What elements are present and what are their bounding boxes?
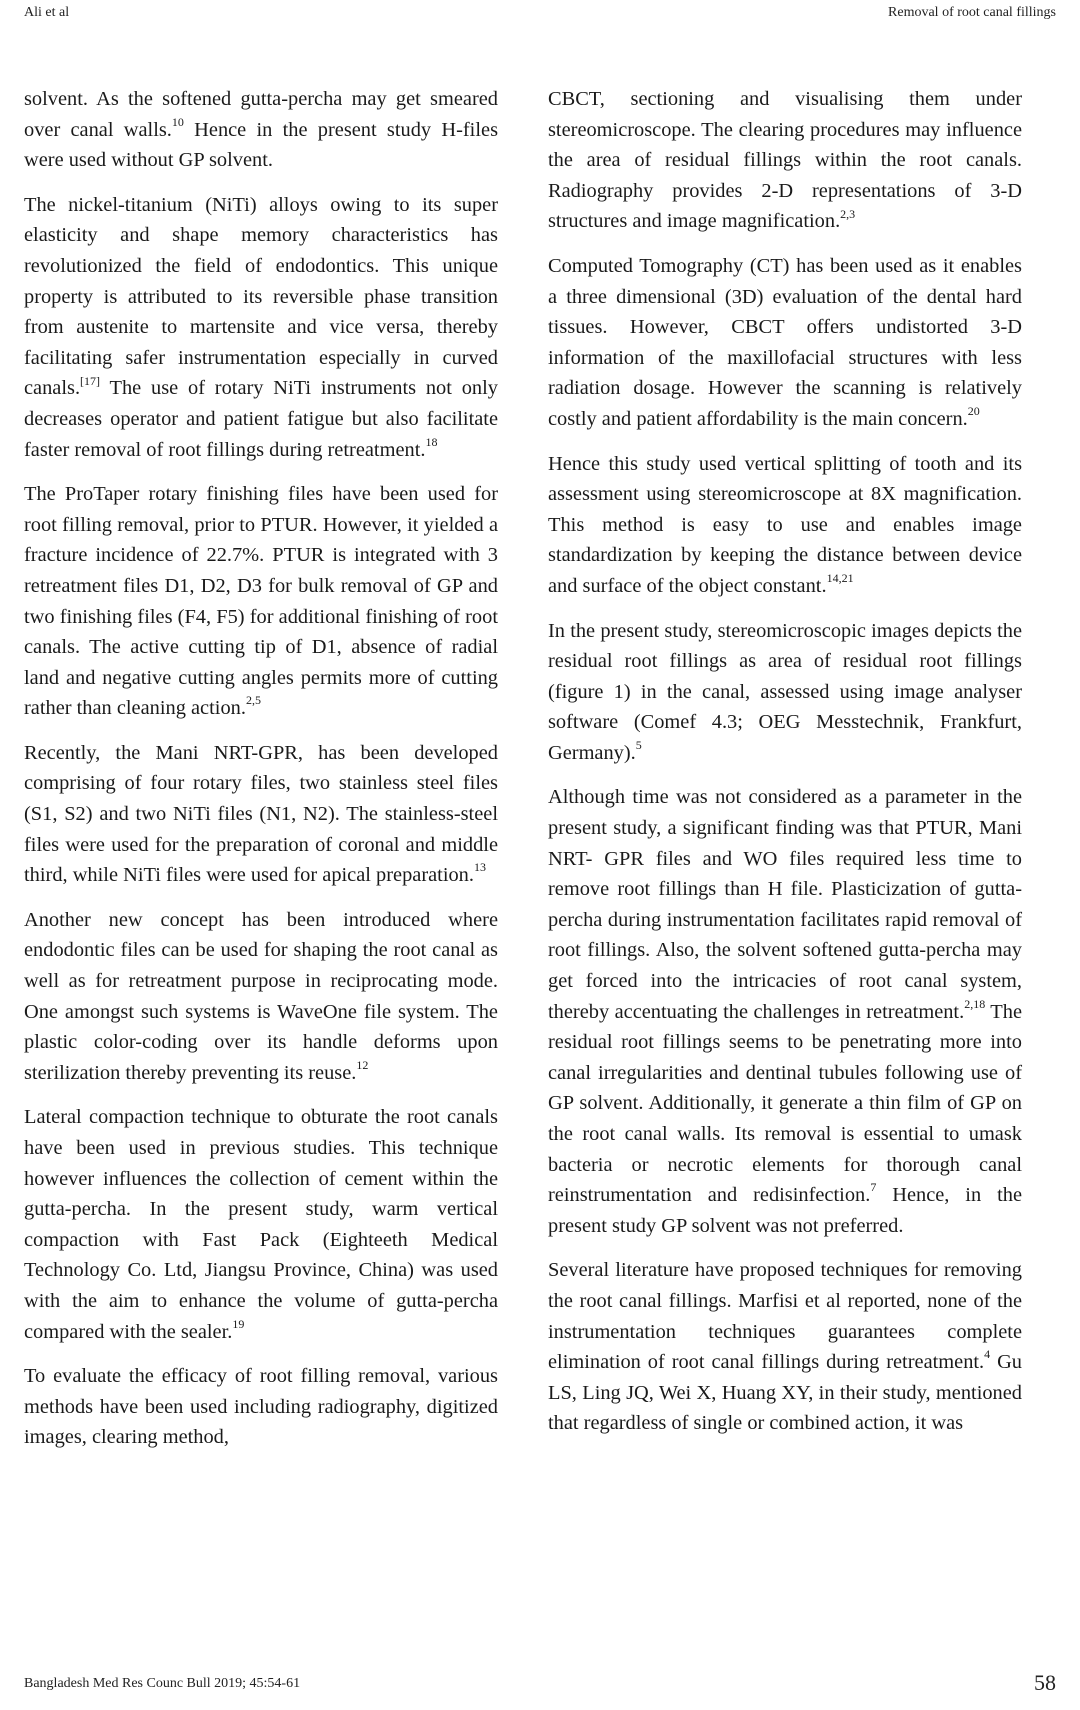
paragraph: The nickel-titanium (NiTi) alloys owing to its super elasticity and shape memory characteristics has revolutionized the field of endodontics. This unique property is attributed to its reversible phase transition from austenite to martensite and vice versa, thereby facilitating safer instrumentation especially in curved canals.[17] The use of rotary NiTi instruments not only decreases operator and patient fatigue but also facilitate faster removal of root fillings during retreatment.$^{18}$ <box>24 193 498 461</box>
paragraph: Computed Tomography (CT) has been used as it enables a three dimensional (3D) evaluation of the dental hard tissues. However, CBCT offers undistorted 3-D information of the maxillofacial structures with less radiation dosage. However the scanning is relatively costly and patient affordability is the main concern.$^{20}$ <box>548 254 1022 430</box>
paragraph: CBCT, sectioning and visualising them under stereomicroscope. The clearing procedures may influence the area of residual fillings within the root canals. Radiography provides 2-D representations of 3-D structures and image magnification.$^{2,3}$ <box>548 88 1022 233</box>
paragraph: Recently, the Mani NRT-GPR, has been developed comprising of four rotary files, two stainless steel files (S1, S2) and two NiTi files (N1, N2). The stainless-steel files were used for the preparation of coronal and middle third, while NiTi files were used for apical preparation.$^{13}$ <box>24 741 498 887</box>
paragraph: Hence this study used vertical splitting of tooth and its assessment using stereomicroscope at 8X magnification. This method is easy to use and enables image standardization by keeping the distance between device and surface of the object constant.$^{14,21}$ <box>548 452 1022 597</box>
page-footer <box>24 1668 1056 1698</box>
paragraph: In the present study, stereomicroscopic images depicts the residual root fillings as area of residual root fillings (figure 1) in the canal, assessed using image analyser software (Comef 4.3; OEG Messtechnik, Frankfurt, Germany).$^5$ <box>548 619 1022 764</box>
paragraph: Although time was not considered as a parameter in the present study, a significant finding was that PTUR, Mani NRT- GPR files and WO files required less time to remove root fillings than H file. Plasticization of gutta-percha during instrumentation facilitates rapid removal of root fillings. Also, the solvent softened gutta-percha may get forced into the intricacies of root canal system, thereby accentuating the challenges in retreatment.$^{2,18}$ The residual root fillings seems to be penetrating more into canal irregularities and dentinal tubules following use of GP solvent. Additionally, it generate a thin film of GP on the root canal walls. Its removal is essential to umask bacteria or necrotic elements for thorough canal reinstrumentation and redisinfection.$^7$ Hence, in the present study GP solvent was not preferred. <box>548 786 1022 1237</box>
left-column <box>24 84 498 1467</box>
running-header <box>24 5 1056 27</box>
paragraph: The ProTaper rotary finishing files have been used for root filling removal, prior to PTUR. However, it yielded a fracture incidence of 22.7%. PTUR is integrated with 3 retreatment files D1, D2, D3 for bulk removal of GP and two finishing files (F4, F5) for additional finishing of root canals. The active cutting tip of D1, absence of radial land and negative cutting angles permits more of cutting rather than cleaning action.$^{2,5}$ <box>24 483 498 720</box>
paragraph: Another new concept has been introduced where endodontic files can be used for shaping the root canal as well as for retreatment purpose in reciprocating mode. One amongst such systems is WaveOne file system. The plastic color-coding over its handle deforms upon sterilization thereby preventing its reuse.$^{12}$ <box>24 908 498 1084</box>
right-column <box>548 84 1022 1453</box>
journal-citation: Bangladesh Med Res Counc Bull 2019; 45:54-61 <box>24 1676 301 1691</box>
page-number: 58 <box>1034 1670 1056 1695</box>
header-title: Removal of root canal fillings <box>888 5 1056 20</box>
paragraph: solvent. As the softened gutta-percha may get smeared over canal walls.$^{10}$ Hence in the present study H-files were used without GP solvent. <box>24 88 498 172</box>
paragraph: To evaluate the efficacy of root filling removal, various methods have been used including radiography, digitized images, clearing method, <box>24 1365 498 1449</box>
header-author: Ali et al <box>24 5 70 20</box>
paragraph: Several literature have proposed techniques for removing the root canal fillings. Marfisi et al reported, none of the instrumentation techniques guarantees complete elimination of root canal fillings during retreatment.$^4$ Gu LS, Ling JQ, Wei X, Huang XY, in their study, mentioned that regardless of single or combined action, it was <box>548 1259 1022 1435</box>
paragraph: Lateral compaction technique to obturate the root canals have been used in previous studies. This technique however influences the collection of cement within the gutta-percha. In the present study, warm vertical compaction with Fast Pack (Eighteeth Medical Technology Co. Ltd, Jiangsu Province, China) was used with the aim to enhance the volume of gutta-percha compared with the sealer.$^{19}$ <box>24 1106 498 1343</box>
